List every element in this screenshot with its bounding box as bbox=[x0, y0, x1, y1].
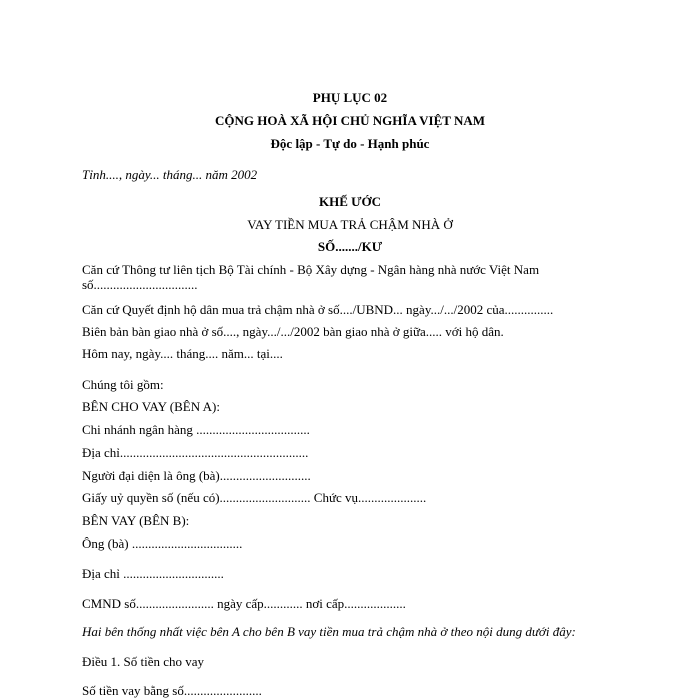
borrower-heading: BÊN VAY (BÊN B): bbox=[82, 513, 190, 528]
appendix-label: PHỤ LỤC 02 bbox=[312, 90, 388, 105]
document-title: KHẾ ƯỚC bbox=[319, 194, 381, 209]
document-subtitle: VAY TIỀN MUA TRẢ CHẬM NHÀ Ở bbox=[247, 217, 453, 232]
loan-amount-numeric: Số tiền vay bằng số........................ bbox=[82, 683, 262, 698]
national-motto: Độc lập - Tự do - Hạnh phúc bbox=[270, 136, 430, 151]
lender-address: Địa chỉ.......................................................... bbox=[82, 445, 309, 460]
basis-handover: Biên bản bàn giao nhà ở số...., ngày.../.../2002 bàn giao nhà ở giữa..... với hộ dân. bbox=[82, 324, 504, 339]
borrower-address: Địa chỉ ............................... bbox=[82, 566, 224, 581]
parties-intro: Chúng tôi gồm: bbox=[82, 377, 164, 392]
meeting-date: Hôm nay, ngày.... tháng.... năm... tại.... bbox=[82, 346, 283, 361]
basis-decision: Căn cứ Quyết định hộ dân mua trả chậm nhà ở số..../UBND... ngày.../.../2002 của............... bbox=[82, 302, 554, 317]
agreement-intro: Hai bên thống nhất việc bên A cho bên B vay tiền mua trả chậm nhà ở theo nội dung dưới đây: bbox=[82, 624, 576, 639]
borrower-id-card: CMND số........................ ngày cấp............ nơi cấp................... bbox=[82, 596, 406, 611]
lender-heading: BÊN CHO VAY (BÊN A): bbox=[82, 399, 220, 414]
lender-authorization: Giấy uỷ quyền số (nếu có)............................ Chức vụ..................... bbox=[82, 490, 427, 505]
country-name: CỘNG HOÀ XÃ HỘI CHỦ NGHĨA VIỆT NAM bbox=[214, 113, 486, 128]
lender-branch: Chi nhánh ngân hàng ................................... bbox=[82, 422, 310, 437]
basis-circular: Căn cứ Thông tư liên tịch Bộ Tài chính - Bộ Xây dựng - Ngân hàng nhà nước Việt Nam số................................ bbox=[82, 262, 540, 292]
place-date: Tỉnh...., ngày... tháng... năm 2002 bbox=[82, 167, 258, 182]
document-number: SỐ......./KƯ bbox=[317, 239, 383, 254]
article1-title: Điều 1. Số tiền cho vay bbox=[82, 654, 205, 669]
borrower-name: Ông (bà) .................................. bbox=[82, 536, 243, 551]
lender-representative: Người đại diện là ông (bà)............................ bbox=[82, 468, 311, 483]
